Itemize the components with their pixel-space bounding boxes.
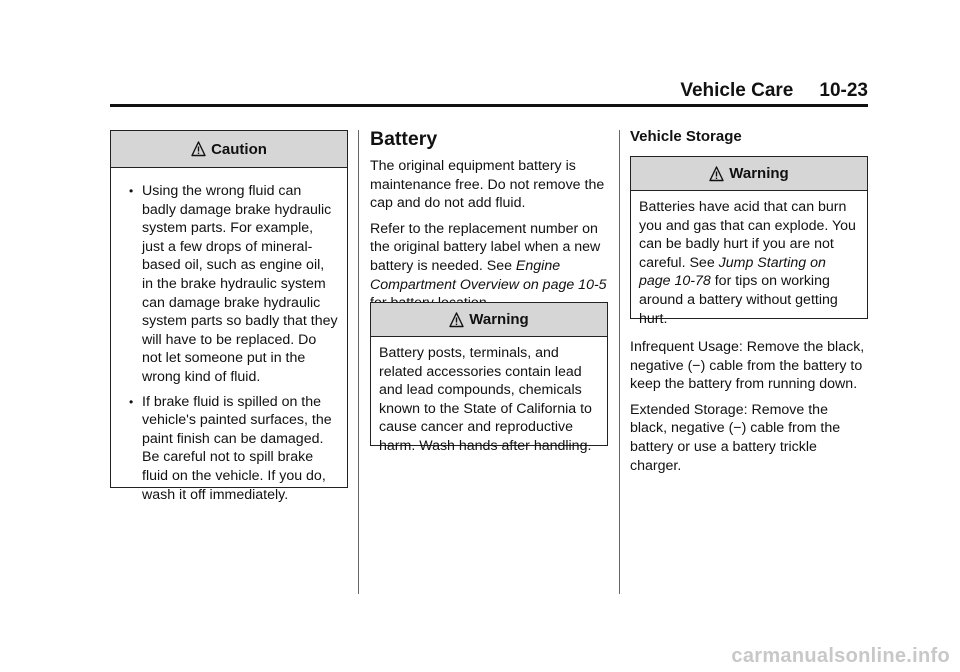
page-header [110,78,868,104]
battery-para-2: Refer to the replacement number on the original battery label when a new battery is needed. See Engine Compartment Overview on page 10-5 [370,220,607,293]
storage-warning-text: Batteries have acid that can burn you and gas that can explode. You can be badly hurt if you are not careful. See Jump Starting on page 10-78 for tips on working around a battery without getting hurt. [639,199,856,327]
caution-title: Caution [211,140,267,158]
battery-para-1: The original equipment battery is maintenance free. Do not remove the cap and do not add fluid. [370,158,605,212]
cross-reference-link[interactable]: Jump Starting on page 10-78 [639,254,826,290]
watermark: carmanualsonline.info [731,645,950,667]
header-rule [110,104,868,107]
list-item [129,393,339,505]
warning-triangle-icon [709,166,724,182]
battery-text [370,157,608,320]
battery-warning-text: Battery posts, terminals, and related accessories contain lead and lead compounds, chemicals known to the State of California to cause cancer and reproductive harm. Wash hands after handling. [379,345,592,454]
warning-triangle-icon [449,312,464,328]
bullet-icon: • [129,394,134,409]
storage-para-2: Extended Storage: Remove the black, negative (−) cable from the battery or use a battery trickle charger. [630,401,841,474]
caution-item-text: If brake fluid is spilled on the vehicle's painted surfaces, the paint finish can be damaged. Be careful not to spill brake fluid on the vehicle. If you do, wash it off immediately. [142,393,332,503]
list-item [129,182,339,387]
storage-warning-header [631,157,867,191]
storage-text [630,338,868,482]
bullet-icon: • [129,184,134,198]
storage-para-1: Infrequent Usage: Remove the black, negative (−) cable from the battery to keep the battery from running down. [630,339,865,393]
section-title: Vehicle Care [680,80,794,101]
storage-warning-title: Warning [729,165,789,182]
storage-heading: Vehicle Storage [630,128,742,145]
caution-item-text: Using the wrong fluid can badly damage brake hydraulic system parts. For example, just a few drops of mineral-based oil, such as engine oil, in the brake hydraulic system can damage brake hydraulic system parts so badly that they will have to be replaced. Do not let someone put in the wrong kind of fluid. [142,183,338,385]
battery-heading: Battery [370,128,438,150]
battery-warning-box [370,302,608,454]
caution-box [110,130,348,503]
cross-reference-link[interactable]: Engine Compartment Overview on page 10-5 [370,257,607,293]
page-number: 10-23 [819,80,868,101]
caution-list [111,168,347,504]
battery-warning-title: Warning [469,311,529,328]
caution-header [111,131,347,168]
column-divider-2 [619,130,620,594]
battery-warning-header [371,303,607,337]
storage-warning-box [630,156,868,327]
warning-triangle-icon [191,141,206,157]
column-divider-1 [358,130,359,594]
